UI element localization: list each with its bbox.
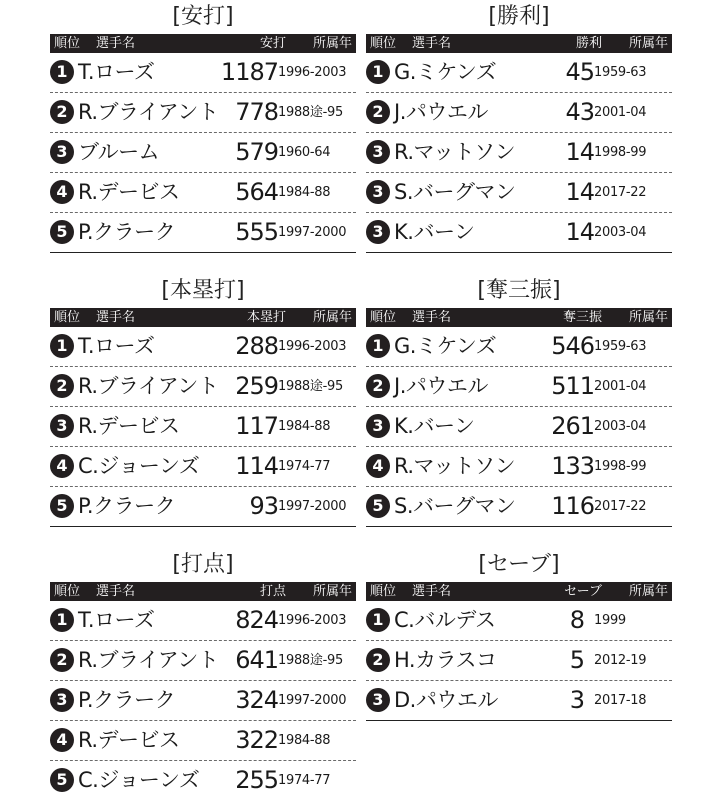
years-with-team: 1996-2003 (278, 65, 347, 80)
years-with-team: 1996-2003 (278, 613, 347, 628)
rank-badge: 1 (50, 608, 74, 632)
table-header (366, 308, 672, 327)
table-body (366, 601, 672, 721)
stat-value: 579 (235, 138, 278, 166)
player-name: R.ブライアント (78, 100, 219, 124)
years-with-team: 1960-64 (278, 145, 331, 160)
player-name: C.ジョーンズ (78, 454, 200, 478)
stat-value: 14 (565, 178, 594, 206)
player-name: R.デービス (78, 414, 180, 438)
player-name: P.クラーク (78, 494, 176, 518)
rank-badge: 3 (366, 180, 390, 204)
player-name: K.バーン (394, 220, 475, 244)
rank-badge: 2 (50, 374, 74, 398)
player-name: T.ローズ (78, 334, 155, 358)
rank-badge: 1 (366, 60, 390, 84)
table-row (50, 327, 356, 367)
years-with-team: 1959-63 (594, 339, 647, 354)
years-with-team: 2001-04 (594, 379, 647, 394)
years-with-team: 1997-2000 (278, 499, 347, 514)
rank-badge: 4 (50, 180, 74, 204)
stat-value: 14 (565, 138, 594, 166)
table-row (50, 487, 356, 527)
rank-badge: 3 (366, 688, 390, 712)
stat-value: 259 (235, 372, 278, 400)
header-name: 選手名 (96, 584, 136, 599)
header-year: 所属年 (312, 36, 352, 51)
rank-badge: 5 (50, 220, 74, 244)
player-name: G.ミケンズ (394, 334, 497, 358)
header-value: 安打 (259, 36, 286, 51)
years-with-team: 1998-99 (594, 459, 647, 474)
years-with-team: 2017-18 (594, 693, 647, 708)
rank-badge: 2 (50, 100, 74, 124)
rank-badge: 3 (366, 140, 390, 164)
rank-badge: 3 (366, 220, 390, 244)
years-with-team: 1999 (594, 613, 626, 628)
table-row (366, 601, 672, 641)
years-with-team: 2017-22 (594, 499, 647, 514)
player-name: ブルーム (78, 140, 160, 164)
player-name: T.ローズ (78, 608, 155, 632)
player-name: C.ジョーンズ (78, 768, 200, 792)
panel-title: [打点] (172, 552, 234, 577)
header-value: 打点 (259, 584, 286, 599)
years-with-team: 1974-77 (278, 459, 331, 474)
player-name: J.パウエル (394, 374, 488, 398)
rank-badge: 1 (50, 334, 74, 358)
player-name: R.デービス (78, 728, 180, 752)
stat-value: 43 (565, 98, 594, 126)
header-year: 所属年 (312, 310, 352, 325)
years-with-team: 1984-88 (278, 185, 331, 200)
table-row (366, 681, 672, 721)
rank-badge: 2 (366, 100, 390, 124)
stat-value: 322 (235, 726, 278, 754)
rank-badge: 3 (50, 688, 74, 712)
player-name: P.クラーク (78, 220, 176, 244)
table-row (366, 53, 672, 93)
rank-badge: 4 (50, 728, 74, 752)
stat-value: 45 (565, 58, 594, 86)
player-name: G.ミケンズ (394, 60, 497, 84)
header-rank: 順位 (54, 584, 81, 599)
table-header (366, 582, 672, 601)
panel-saves (366, 548, 672, 721)
player-name: R.マットソン (394, 140, 516, 164)
stat-value: 133 (551, 452, 594, 480)
stat-value: 288 (235, 332, 278, 360)
panel-hits (50, 0, 356, 253)
table-row (50, 601, 356, 641)
panel-title: [セーブ] (478, 552, 560, 577)
years-with-team: 1997-2000 (278, 693, 347, 708)
years-with-team: 2003-04 (594, 225, 647, 240)
table-row (50, 447, 356, 487)
player-name: P.クラーク (78, 688, 176, 712)
years-with-team: 1984-88 (278, 733, 331, 748)
rank-badge: 3 (50, 414, 74, 438)
stat-value: 641 (235, 646, 278, 674)
header-rank: 順位 (370, 36, 397, 51)
stat-value: 255 (235, 766, 278, 794)
table-body (366, 327, 672, 527)
table-header (50, 582, 356, 601)
player-name: C.バルデス (394, 608, 496, 632)
header-rank: 順位 (54, 36, 81, 51)
stat-value: 564 (235, 178, 278, 206)
table-header (366, 34, 672, 53)
header-rank: 順位 (370, 584, 397, 599)
table-body (50, 53, 356, 253)
years-with-team: 1997-2000 (278, 225, 347, 240)
table-row (366, 447, 672, 487)
stat-value: 114 (235, 452, 278, 480)
player-name: S.バーグマン (394, 180, 516, 204)
stat-value: 8 (569, 606, 584, 634)
stat-value: 14 (565, 218, 594, 246)
player-name: R.デービス (78, 180, 180, 204)
stat-value: 546 (551, 332, 594, 360)
rank-badge: 4 (366, 454, 390, 478)
table-row (366, 641, 672, 681)
table-row (50, 173, 356, 213)
table-row (50, 213, 356, 253)
player-name: R.マットソン (394, 454, 516, 478)
rank-badge: 1 (50, 60, 74, 84)
years-with-team: 2012-19 (594, 653, 647, 668)
player-name: T.ローズ (78, 60, 155, 84)
rank-badge: 3 (366, 414, 390, 438)
stat-value: 324 (235, 686, 278, 714)
header-value: セーブ (564, 584, 602, 599)
player-name: J.パウエル (394, 100, 488, 124)
player-name: K.バーン (394, 414, 475, 438)
table-row (366, 173, 672, 213)
table-row (50, 761, 356, 800)
table-header (50, 34, 356, 53)
table-body (50, 327, 356, 527)
years-with-team: 1988途-95 (278, 653, 343, 668)
header-year: 所属年 (628, 310, 668, 325)
panel-strikeouts (366, 274, 672, 527)
table-row (50, 407, 356, 447)
stat-value: 117 (235, 412, 278, 440)
table-header (50, 308, 356, 327)
stat-value: 116 (551, 492, 594, 520)
stat-value: 1187 (220, 58, 278, 86)
header-rank: 順位 (370, 310, 397, 325)
header-name: 選手名 (412, 584, 452, 599)
player-name: D.パウエル (394, 688, 498, 712)
panel-rbi (50, 548, 356, 800)
table-row (50, 721, 356, 761)
years-with-team: 2017-22 (594, 185, 647, 200)
table-row (366, 213, 672, 253)
header-name: 選手名 (412, 36, 452, 51)
rank-badge: 2 (50, 648, 74, 672)
header-value: 勝利 (575, 36, 602, 51)
rank-badge: 5 (366, 494, 390, 518)
stat-value: 511 (551, 372, 594, 400)
panel-home-runs (50, 274, 356, 527)
header-rank: 順位 (54, 310, 81, 325)
table-row (50, 681, 356, 721)
rank-badge: 5 (50, 494, 74, 518)
stat-value: 824 (235, 606, 278, 634)
header-name: 選手名 (96, 36, 136, 51)
player-name: S.バーグマン (394, 494, 516, 518)
table-row (50, 93, 356, 133)
panel-wins (366, 0, 672, 253)
years-with-team: 1974-77 (278, 773, 331, 788)
rank-badge: 1 (366, 608, 390, 632)
table-row (50, 367, 356, 407)
table-row (366, 367, 672, 407)
table-row (366, 487, 672, 527)
player-name: R.ブライアント (78, 374, 219, 398)
rank-badge: 1 (366, 334, 390, 358)
years-with-team: 1988途-95 (278, 105, 343, 120)
panel-title: [奪三振] (477, 278, 561, 303)
header-value: 奪三振 (562, 310, 602, 325)
header-year: 所属年 (628, 584, 668, 599)
stat-value: 93 (249, 492, 278, 520)
panel-title: [勝利] (488, 4, 550, 29)
stat-value: 3 (569, 686, 584, 714)
stat-value: 261 (551, 412, 594, 440)
header-name: 選手名 (412, 310, 452, 325)
stat-value: 5 (569, 646, 584, 674)
header-year: 所属年 (312, 584, 352, 599)
table-body (366, 53, 672, 253)
rank-badge: 4 (50, 454, 74, 478)
table-row (366, 407, 672, 447)
table-row (366, 327, 672, 367)
stat-value: 555 (235, 218, 278, 246)
header-value: 本塁打 (246, 310, 286, 325)
player-name: H.カラスコ (394, 648, 497, 672)
rank-badge: 2 (366, 648, 390, 672)
years-with-team: 1988途-95 (278, 379, 343, 394)
table-row (50, 133, 356, 173)
stat-value: 778 (235, 98, 278, 126)
rank-badge: 2 (366, 374, 390, 398)
header-year: 所属年 (628, 36, 668, 51)
table-row (50, 53, 356, 93)
header-name: 選手名 (96, 310, 136, 325)
table-row (366, 93, 672, 133)
panel-title: [安打] (172, 4, 234, 29)
years-with-team: 1996-2003 (278, 339, 347, 354)
years-with-team: 1984-88 (278, 419, 331, 434)
table-row (366, 133, 672, 173)
panel-title: [本塁打] (161, 278, 245, 303)
rank-badge: 3 (50, 140, 74, 164)
years-with-team: 1959-63 (594, 65, 647, 80)
rank-badge: 5 (50, 768, 74, 792)
table-row (50, 641, 356, 681)
player-name: R.ブライアント (78, 648, 219, 672)
table-body (50, 601, 356, 800)
years-with-team: 2003-04 (594, 419, 647, 434)
years-with-team: 1998-99 (594, 145, 647, 160)
years-with-team: 2001-04 (594, 105, 647, 120)
